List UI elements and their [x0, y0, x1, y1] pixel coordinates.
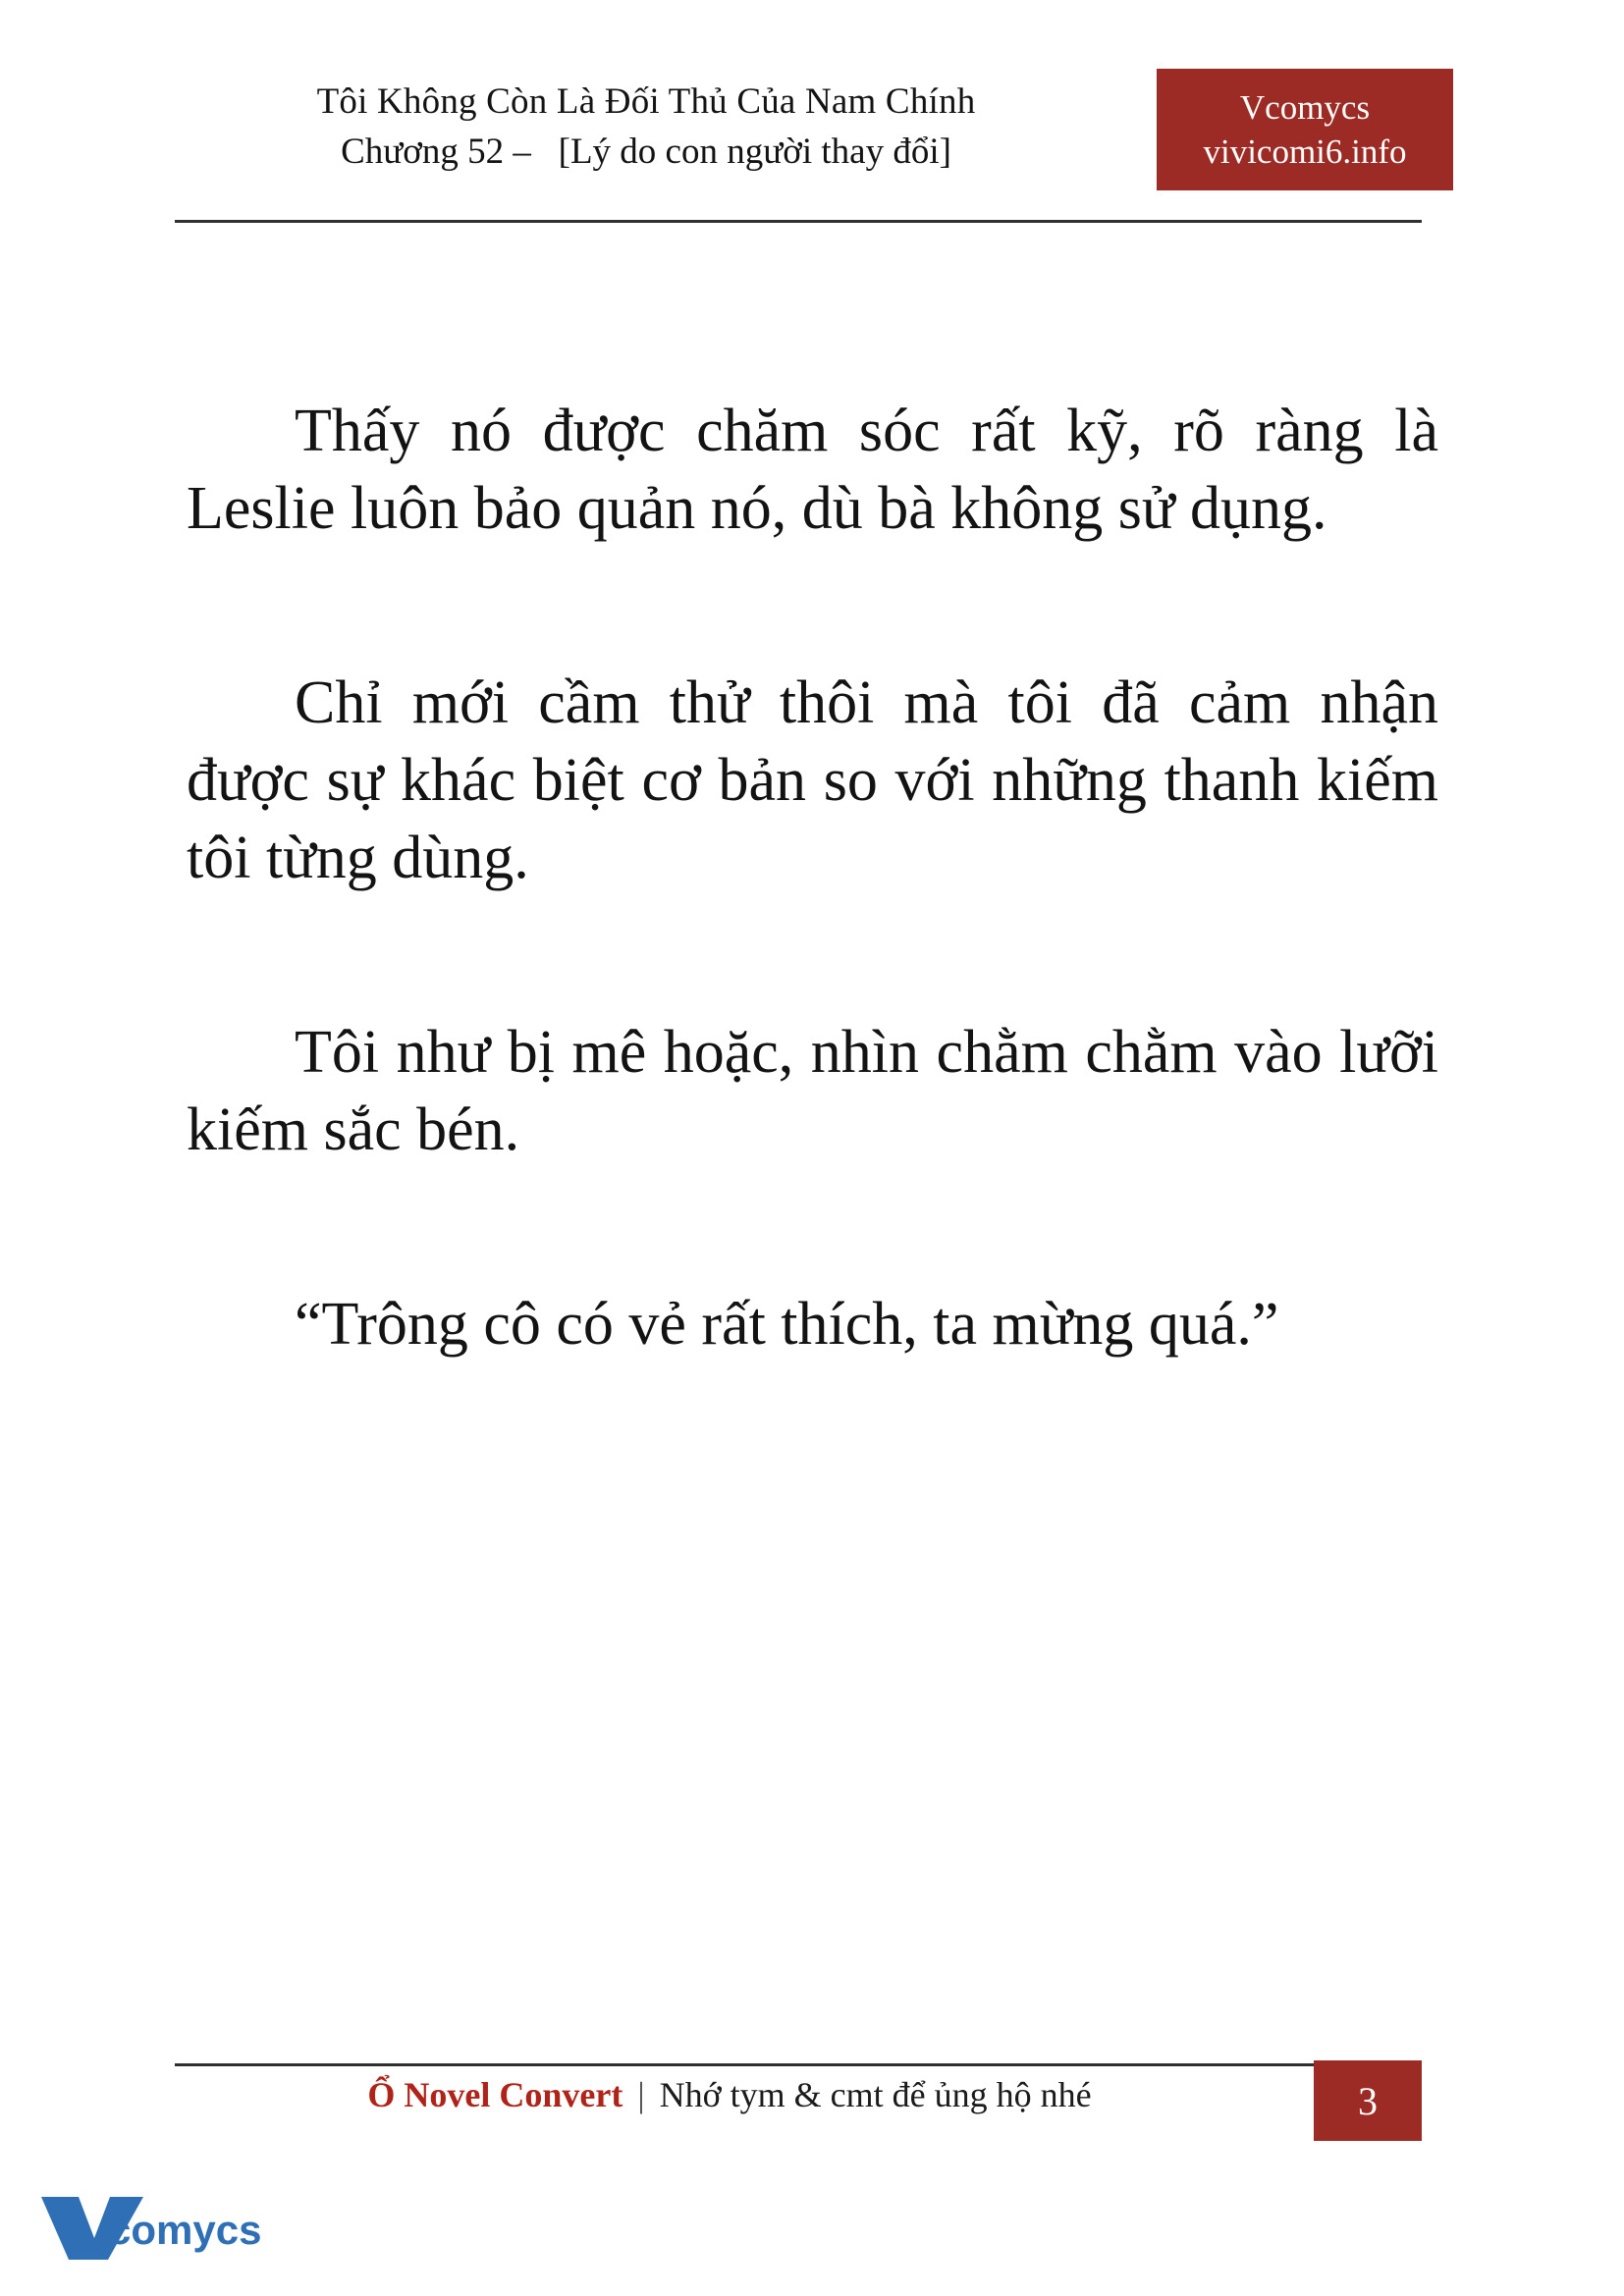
site-badge-name: Vcomycs [1239, 87, 1371, 127]
chapter-label: Chương 52 – [341, 132, 531, 173]
site-badge-url: vivicomi6.info [1203, 133, 1407, 171]
paragraph: Tôi như bị mê hoặc, nhìn chằm chằm vào lưỡi kiếm sắc bén. [187, 1018, 1438, 1164]
chapter-line [175, 127, 1117, 177]
footer-credit [175, 2074, 1284, 2115]
book-title: Tôi Không Còn Là Đối Thủ Của Nam Chính [316, 81, 976, 122]
page-content [187, 393, 1438, 1363]
site-badge[interactable] [1157, 69, 1453, 190]
footer-brand[interactable]: Ổ Novel Convert [367, 2075, 623, 2114]
header-divider [175, 220, 1422, 223]
page-footer [175, 2066, 1422, 2139]
paragraph: “Trông cô có vẻ rất thích, ta mừng quá.” [295, 1290, 1279, 1358]
paragraph: Thấy nó được chăm sóc rất kỹ, rõ ràng là Leslie luôn bảo quản nó, dù bà không sử dụng. [187, 398, 1438, 543]
header-title-block [175, 77, 1117, 177]
chapter-title: [Lý do con người thay đổi] [558, 132, 951, 173]
footer-separator: | [637, 2075, 645, 2114]
page-number: 3 [1358, 2078, 1378, 2123]
page-header [175, 77, 1422, 214]
svg-text:comycs: comycs [108, 2207, 261, 2253]
vcomycs-watermark-logo [35, 2187, 261, 2264]
page-number-badge [1314, 2060, 1422, 2141]
paragraph: Chỉ mới cầm thử thôi mà tôi đã cảm nhận được sự khác biệt cơ bản so với những thanh kiếm tôi từng dùng. [187, 668, 1438, 892]
footer-note: Nhớ tym & cmt để ủng hộ nhé [659, 2075, 1092, 2114]
